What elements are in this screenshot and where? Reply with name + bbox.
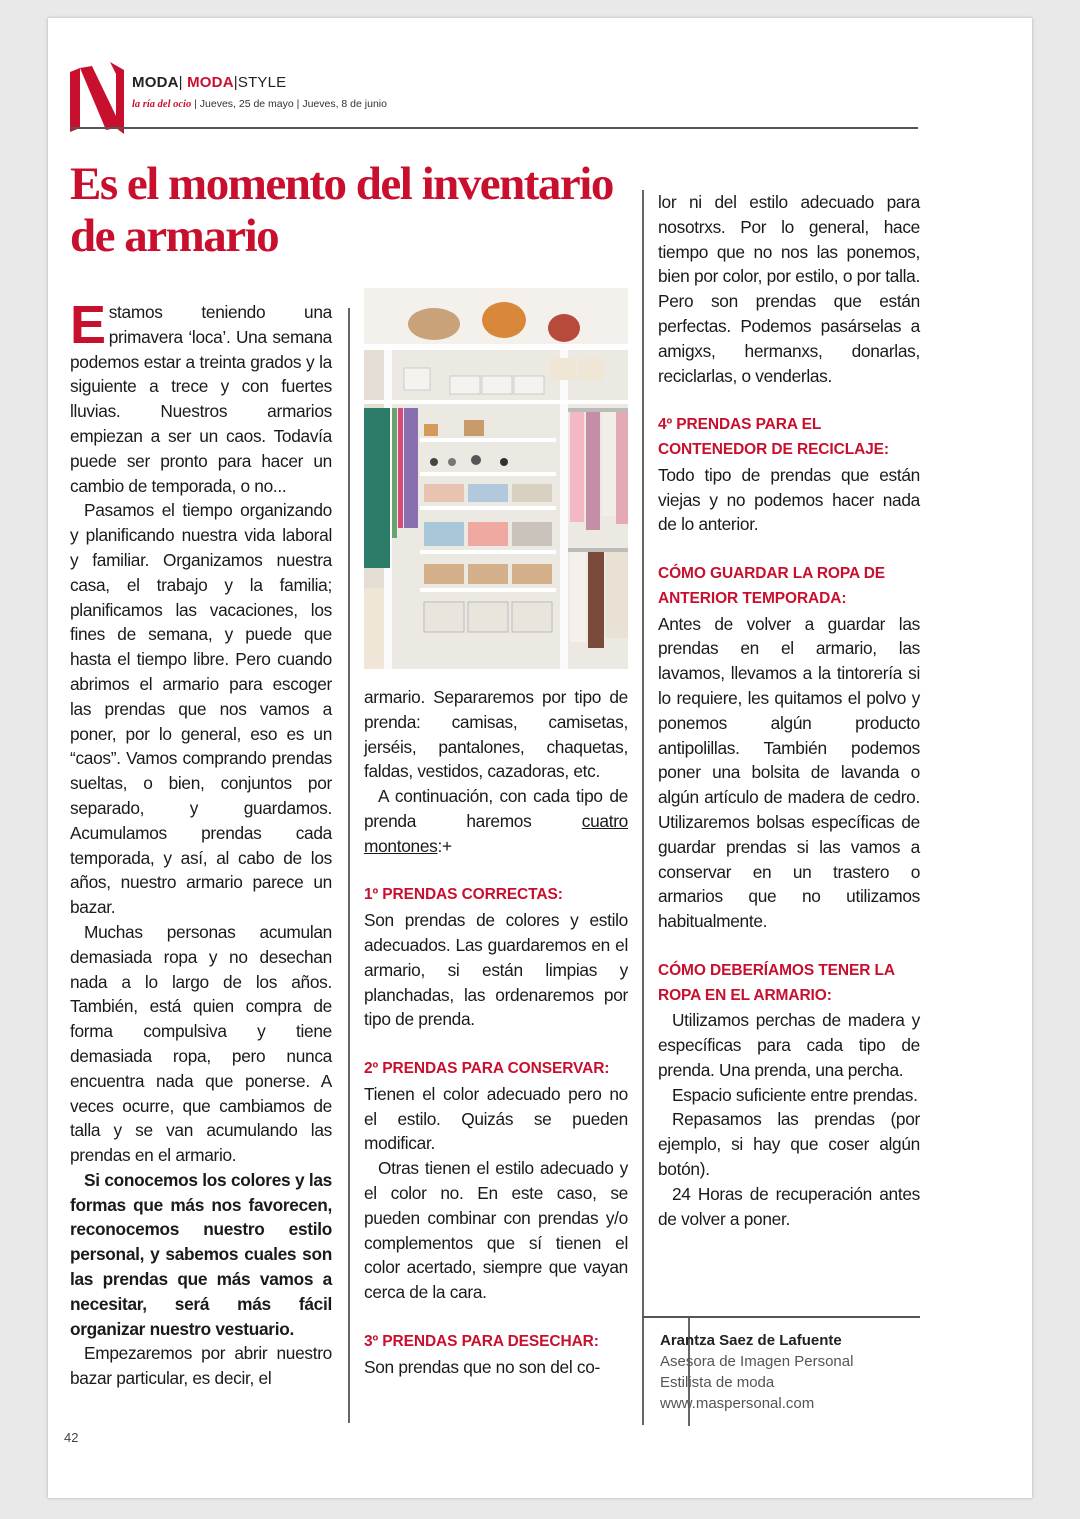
- body-paragraph: Otras tienen el estilo adecuado y el color no. En este caso, se pueden combinar con prendas y/o complementos que sí tienen el color acertado, siempre que vayan cerca de la cara.: [364, 1158, 628, 1303]
- article-column-2: [364, 685, 628, 1379]
- body-paragraph: Son prendas de colores y estilo adecuados. Las guardaremos en el armario, si están limpias y planchadas, las ordenaremos por tipo de prenda.: [364, 910, 628, 1030]
- page-number: 42: [64, 1430, 79, 1445]
- body-paragraph: Muchas personas acumulan demasiada ropa y no desechan nada a lo largo de los años. También, está quien compra de forma compulsiva y tiene demasiada ropa, pero nunca encuentra nada que ponerse. A veces ocurre, que cambiamos de talla y se van acumulando las prendas en el armario.: [70, 921, 332, 1166]
- drop-cap: E: [70, 295, 106, 355]
- highlight-paragraph: Si conocemos los colores y las formas que más nos favorecen, reconocemos nuestro estilo personal, y sabemos cuales son las prendas que más vamos a necesitar, será más fácil organizar nuestro vestuario.: [70, 1169, 332, 1339]
- article-title: Es el momento del inventario de armario: [70, 158, 613, 262]
- section-label-2: MODA: [187, 74, 234, 91]
- article-column-1: [70, 295, 332, 1391]
- subheading: CÓMO GUARDAR LA ROPA DE ANTERIOR TEMPORADA:: [658, 564, 886, 607]
- subheading: 2º PRENDAS PARA CONSERVAR:: [364, 1059, 610, 1077]
- subheading: 1º PRENDAS CORRECTAS:: [364, 886, 563, 904]
- column-divider-2: [642, 190, 644, 1425]
- body-paragraph: Pasamos el tiempo organizando y planificando nuestra vida laboral y familiar. Organizamos nuestra casa, el trabajo y la familia; planificamos las vacaciones, los fines de semana, y puede que hasta el tiempo libre. Pero cuando abrimos el armario para escoger las prendas que nos vamos a poner, por lo general, eso es un “caos”. Vamos comprando prendas sueltas, o bien, conjuntos por separado, y guardamos. Acumulamos prendas cada temporada, y así, al cabo de los años, nuestro armario parece un bazar.: [70, 500, 332, 918]
- body-paragraph: Todo tipo de prendas que están viejas y no podemos hacer nada de lo anterior.: [658, 464, 920, 535]
- subheading: 3º PRENDAS PARA DESECHAR:: [364, 1332, 599, 1350]
- issue-date-2: Jueves, 8 de junio: [302, 98, 387, 110]
- body-paragraph: Antes de volver a guardar las prendas en el armario, las lavamos, llevamos a la tintorería si lo requiere, les quitamos el polvo y ponemos algún producto antipolillas. También podemos poner una bolsita de lavanda o algún artículo de madera de cedro. Utilizaremos bolsas específicas de guardar prendas si las vamos a conservar en un trastero o armarios que no utilizamos habitualmente.: [658, 613, 920, 932]
- body-paragraph: Empezaremos por abrir nuestro bazar particular, es decir, el: [70, 1343, 332, 1389]
- issue-info: la ría del ocio | Jueves, 25 de mayo | Jueves, 8 de junio: [132, 98, 387, 110]
- body-paragraph: Tienen el color adecuado pero no el estilo. Quizás se pueden modificar.: [364, 1083, 628, 1154]
- section-label-3: STYLE: [237, 74, 287, 91]
- body-paragraph: Utilizamos perchas de madera y específicas para cada tipo de prenda. Una prenda, una percha.: [658, 1010, 920, 1080]
- closet-photo: [364, 288, 628, 669]
- subheading: CÓMO DEBERÍAMOS TENER LA ROPA EN EL ARMARIO:: [658, 961, 895, 1004]
- subheading: 4º PRENDAS PARA EL CONTENEDOR DE RECICLAJE:: [658, 416, 889, 458]
- body-paragraph: 24 Horas de recuperación antes de volver a poner.: [658, 1183, 920, 1229]
- intro-paragraph: Estamos teniendo una primavera ‘loca’. Una semana podemos estar a treinta grados y la siguiente a trece y con fuertes lluvias. Nuestros armarios empiezan a ser un caos. Todavía puede ser pronto para hacer un cambio de temporada, o no...: [70, 295, 332, 496]
- article-column-3: [658, 190, 920, 1231]
- body-paragraph: Espacio suficiente entre prendas.: [672, 1084, 918, 1105]
- author-name: Arantza Saez de Lafuente: [660, 1332, 842, 1349]
- column-divider-1: [348, 308, 350, 1423]
- section-header: MODA| MODA|STYLE: [132, 74, 287, 91]
- body-paragraph: lor ni del estilo adecuado para nosotrxs. Por lo general, hace tiempo que no nos las ponemos, bien por color, por estilo, o por talla. Pero son prendas que están perfectas. Podemos pasárselas a amigxs, hermanxs, donarlas, reciclarlas, o venderlas.: [658, 192, 920, 386]
- underlined-text: cuatro montones: [364, 810, 628, 856]
- body-paragraph: Repasamos las prendas (por ejemplo, si hay que coser algún botón).: [658, 1109, 920, 1180]
- section-label-1: MODA: [132, 74, 179, 91]
- signature-divider: [642, 1316, 920, 1318]
- magazine-logo: [70, 62, 124, 136]
- author-role: Asesora de Imagen Personal: [660, 1353, 854, 1370]
- author-signature: [660, 1330, 922, 1414]
- body-paragraph: Son prendas que no son del co-: [364, 1356, 600, 1377]
- header-divider: [70, 127, 918, 129]
- author-website: www.maspersonal.com: [660, 1395, 815, 1412]
- body-paragraph: armario. Separaremos por tipo de prenda: camisas, camisetas, jerséis, pantalones, chaquetas, faldas, vestidos, cazadoras, etc.: [364, 687, 628, 782]
- issue-date-1: Jueves, 25 de mayo: [199, 98, 294, 110]
- body-paragraph: A continuación, con cada tipo de prenda haremos cuatro montones:+: [364, 786, 628, 856]
- publication-name: la ría del ocio: [132, 99, 192, 110]
- author-role: Estilista de moda: [660, 1374, 775, 1391]
